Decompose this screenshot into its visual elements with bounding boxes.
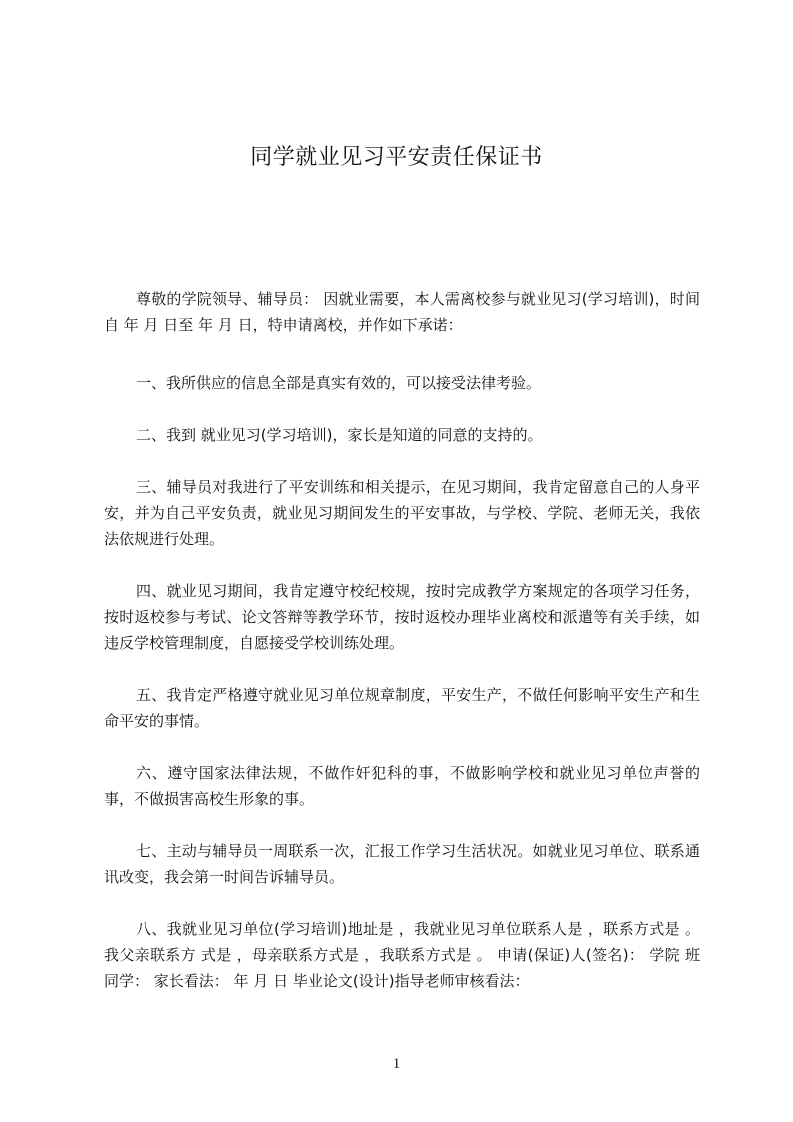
pledge-item-6: 六、遵守国家法律法规，不做作奸犯科的事，不做影响学校和就业见习单位声誉的事，不做损害高校生形象的事。 (104, 764, 700, 808)
pledge-item-8: 八、我就业见习单位(学习培训)地址是 ，我就业见习单位联系人是 ，联系方式是 。我父亲联系方 式是 ，母亲联系方式是 ，我联系方式是 。 申请(保证)人(签名)： 学院 班同学： 家长看法： 年 月 日 毕业论文(设计)指导老师审核看法： (104, 920, 700, 990)
pledge-item-4: 四、就业见习期间，我肯定遵守校纪校规，按时完成教学方案规定的各项学习任务，按时返校参与考试、论文答辩等教学环节，按时返校办理毕业离校和派遣等有关手续，如违反学校管理制度，自愿接受学校训练处理。 (104, 582, 700, 652)
salutation-paragraph: 尊敬的学院领导、辅导员： 因就业需要，本人需离校参与就业见习(学习培训)，时间自 年 月 日至 年 月 日，特申请离校，并作如下承诺： (104, 290, 700, 334)
pledge-item-3: 三、辅导员对我进行了平安训练和相关提示，在见习期间，我肯定留意自己的人身平安，并为自己平安负责，就业见习期间发生的平安事故，与学校、学院、老师无关，我依法依规进行处理。 (104, 478, 700, 548)
pledge-item-1: 一、我所供应的信息全部是真实有效的，可以接受法律考验。 (136, 374, 542, 392)
document-title: 同学就业见习平安责任保证书 (250, 145, 543, 170)
pledge-item-5: 五、我肯定严格遵守就业见习单位规章制度，平安生产，不做任何影响平安生产和生命平安的事情。 (104, 686, 700, 730)
pledge-item-2: 二、我到 就业见习(学习培训)，家长是知道的同意的支持的。 (136, 426, 543, 444)
page-number: 1 (392, 1056, 401, 1072)
document-body (104, 286, 700, 1020)
pledge-item-7: 七、主动与辅导员一周联系一次，汇报工作学习生活状况。如就业见习单位、联系通讯改变，我会第一时间告诉辅导员。 (104, 842, 700, 886)
